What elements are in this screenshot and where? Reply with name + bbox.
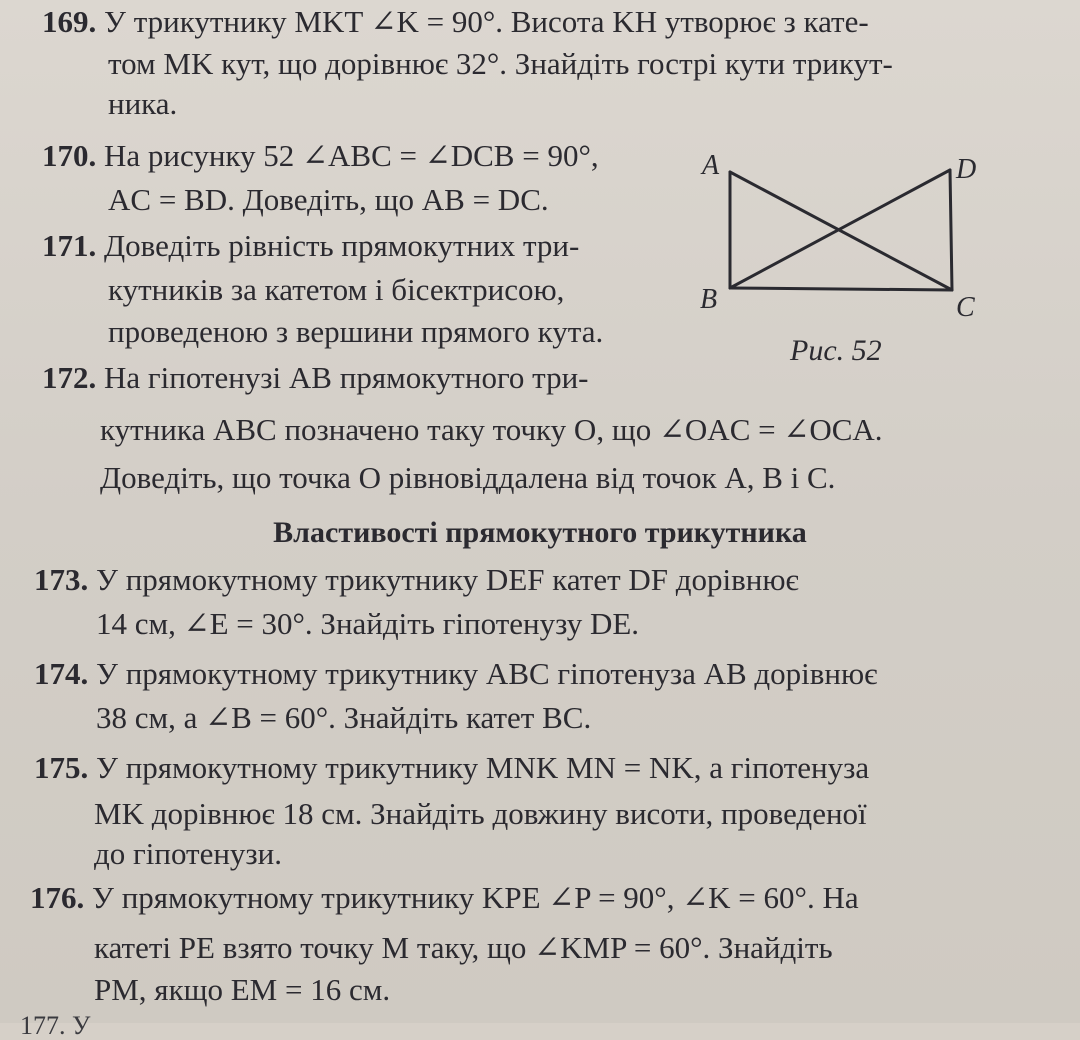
problem-172-line-2: кутника ABC позначено таку точку O, що ∠OAC = ∠OCA. bbox=[100, 412, 883, 447]
problem-173-line-1: 173. У прямокутному трикутнику DEF катет DF дорівнює bbox=[34, 562, 799, 597]
label-B: B bbox=[700, 284, 718, 315]
problem-170-line-1: 170. На рисунку 52 ∠ABC = ∠DCB = 90°, bbox=[42, 138, 599, 173]
problem-176-line-3: PM, якщо EM = 16 см. bbox=[94, 972, 391, 1007]
segment-AC bbox=[730, 172, 952, 290]
problem-173-line-2: 14 см, ∠E = 30°. Знайдіть гіпотенузу DE. bbox=[96, 606, 640, 641]
problem-169-line-2: том MK кут, що дорівнює 32°. Знайдіть гострі кути трикут- bbox=[108, 46, 893, 81]
problem-175-line-2: MK дорівнює 18 см. Знайдіть довжину висоти, проведеної bbox=[94, 796, 867, 831]
section-heading: Властивості прямокутного трикутника bbox=[273, 516, 807, 549]
problem-171-line-2: кутників за катетом і бісектрисою, bbox=[108, 272, 565, 307]
problem-172-line-1: 172. На гіпотенузі AB прямокутного три- bbox=[42, 360, 589, 395]
problem-171-line-3: проведеною з вершини прямого кута. bbox=[108, 314, 604, 349]
problem-171-line-1: 171. Доведіть рівність прямокутних три- bbox=[42, 228, 580, 263]
problem-174-line-2: 38 см, а ∠B = 60°. Знайдіть катет BC. bbox=[96, 700, 592, 735]
problem-176-line-2: катеті PE взято точку M таку, що ∠KMP = 60°. Знайдіть bbox=[94, 930, 833, 965]
problem-175-line-3: до гіпотенузи. bbox=[94, 836, 283, 871]
problem-170-line-2: AC = BD. Доведіть, що AB = DC. bbox=[108, 182, 549, 217]
label-C: C bbox=[956, 292, 975, 323]
problem-169-line-3: ника. bbox=[108, 86, 178, 121]
label-D: D bbox=[956, 154, 977, 185]
problem-175-line-1: 175. У прямокутному трикутнику MNK MN = NK, а гіпотенуза bbox=[34, 750, 870, 785]
cut-off-next-problem: 177. У bbox=[20, 1011, 91, 1040]
problem-176-line-1: 176. У прямокутному трикутнику KPE ∠P = 90°, ∠K = 60°. На bbox=[30, 880, 859, 915]
problem-174-line-1: 174. У прямокутному трикутнику ABC гіпотенуза AB дорівнює bbox=[34, 656, 878, 691]
segment-BC bbox=[730, 288, 952, 290]
problem-172-line-3: Доведіть, що точка O рівновіддалена від точок A, B і C. bbox=[100, 460, 836, 495]
label-A: A bbox=[702, 150, 720, 181]
problem-169-line-1: 169. У трикутнику MKT ∠K = 90°. Висота KH утворює з кате- bbox=[42, 4, 869, 39]
segment-DC bbox=[950, 170, 952, 290]
figure-caption: Рис. 52 bbox=[790, 334, 882, 367]
